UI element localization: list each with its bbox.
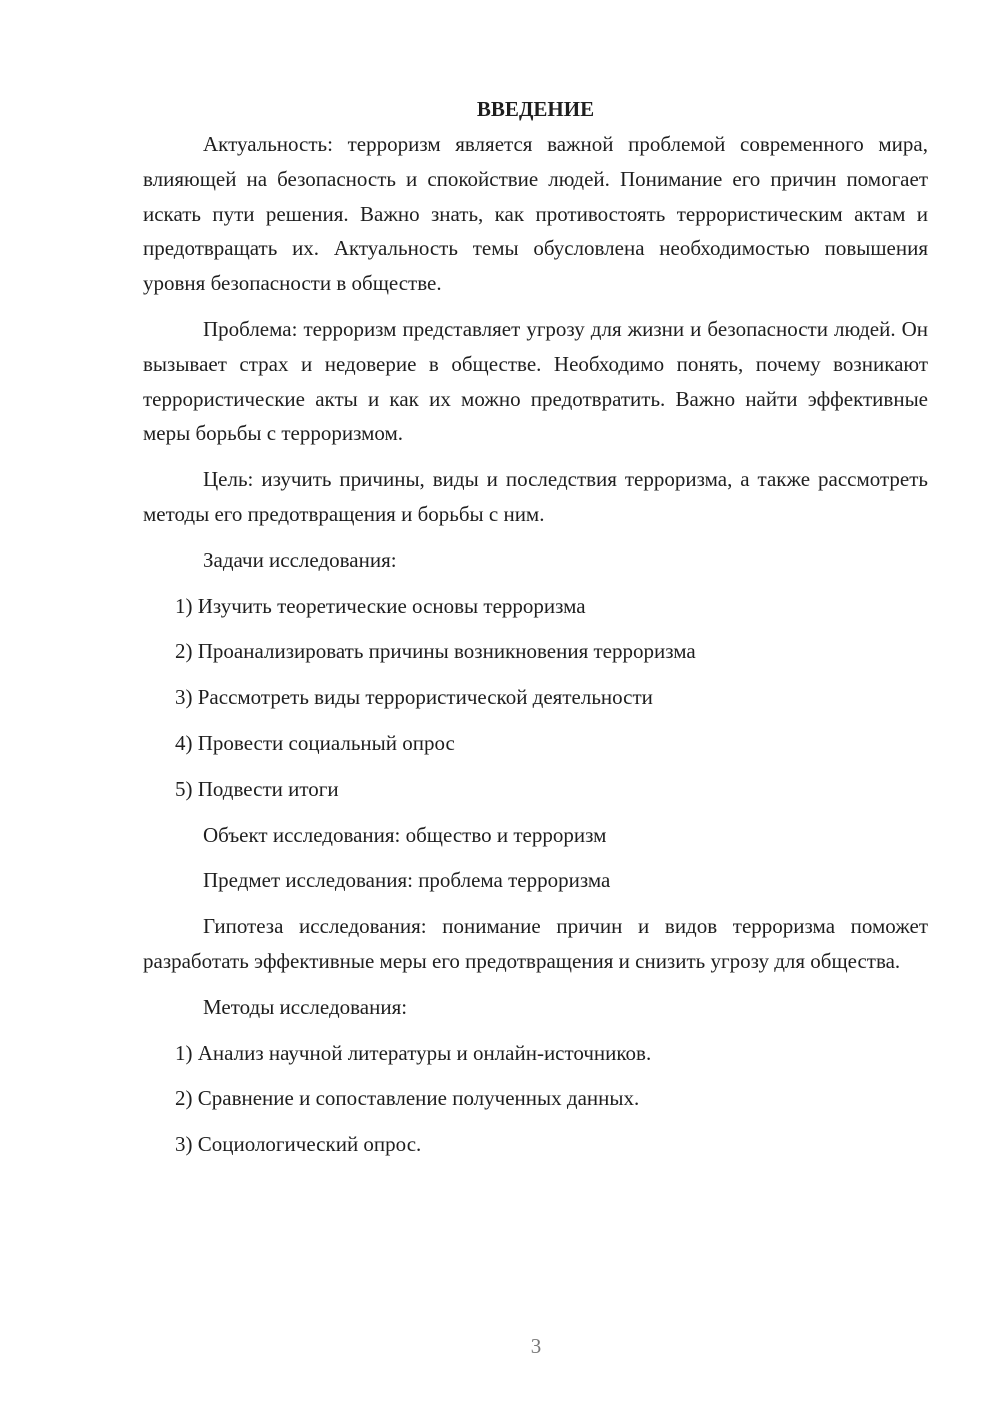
goal-paragraph: Цель: изучить причины, виды и последствия терроризма, а также рассмотреть методы его предотвращения и борьбы с ним. xyxy=(143,467,928,526)
relevance-paragraph: Актуальность: терроризм является важной проблемой современного мира, влияющей на безопасность и спокойствие людей. Понимание его причин помогает искать пути решения. Важно знать, как противостоять террористическим актам и предотвращать их. Актуальность темы обусловлена необходимостью повышения уровня безопасности в обществе. xyxy=(143,132,928,296)
document-title: ВВЕДЕНИЕ xyxy=(476,97,595,121)
subject-paragraph: Предмет исследования: проблема терроризма xyxy=(203,868,611,893)
object-paragraph: Объект исследования: общество и терроризм xyxy=(203,822,607,847)
methods-heading: Методы исследования: xyxy=(203,994,408,1019)
document-page xyxy=(143,92,928,1173)
task-item: 1) Изучить теоретические основы терроризма xyxy=(175,593,586,618)
hypothesis-paragraph: Гипотеза исследования: понимание причин и видов терроризма поможет разработать эффективные меры его предотвращения и снизить угрозу для общества. xyxy=(143,914,928,973)
tasks-heading: Задачи исследования: xyxy=(203,547,397,572)
task-item: 4) Провести социальный опрос xyxy=(175,730,455,755)
task-item: 2) Проанализировать причины возникновения терроризма xyxy=(175,639,696,664)
page-number: 3 xyxy=(530,1334,542,1358)
problem-paragraph: Проблема: терроризм представляет угрозу для жизни и безопасности людей. Он вызывает страх и недоверие в обществе. Необходимо понять, почему возникают террористические акты и как их можно предотвратить. Важно найти эффективные меры борьбы с терроризмом. xyxy=(143,316,928,446)
task-item: 5) Подвести итоги xyxy=(175,776,339,801)
tasks-list xyxy=(143,589,928,807)
method-item: 3) Социологический опрос. xyxy=(175,1132,422,1157)
method-item: 2) Сравнение и сопоставление полученных данных. xyxy=(175,1086,640,1111)
methods-list xyxy=(143,1036,928,1162)
method-item: 1) Анализ научной литературы и онлайн-источников. xyxy=(175,1040,652,1065)
task-item: 3) Рассмотреть виды террористической деятельности xyxy=(175,685,653,710)
